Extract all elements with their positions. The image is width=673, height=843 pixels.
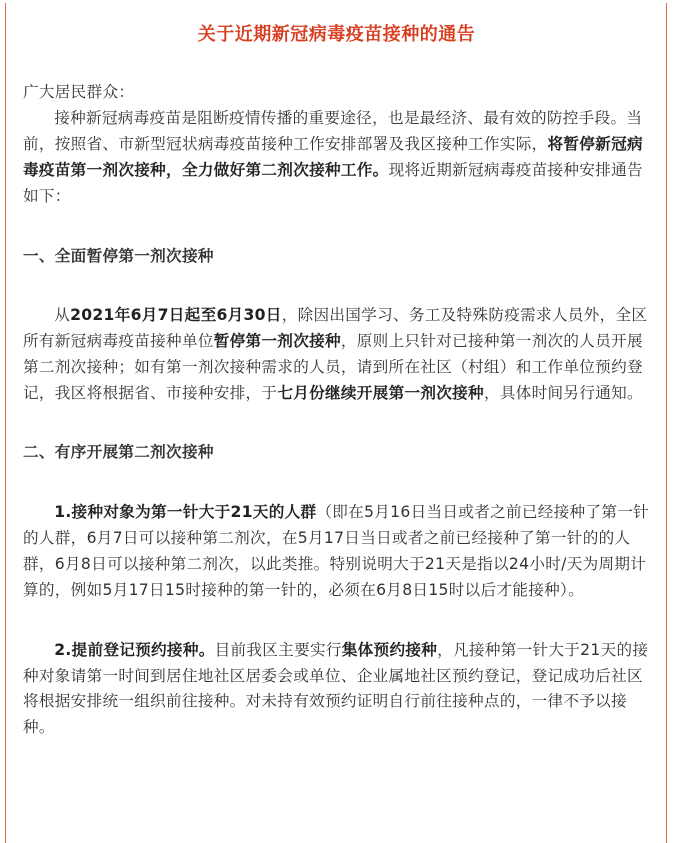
intro-text-1: 接种新冠病毒疫苗是阻断疫情传播的重要途径，也是最经济、最有效的防控手段。当前，按照省、市新型冠状病毒疫苗接种工作安排部署及我区接种工作实际，	[23, 108, 643, 153]
item2-text-2: ，凡接种第一针大于21天的接种对象请第一时间到居住地社区居委会或单位、企业属地社区预约登记，登记成功后社区将根据安排统一组织前往接种。对未持有效预约证明自行前往接种点的，一律不予以接种。	[23, 640, 649, 737]
section2-heading: 二、有序开展第二剂次接种	[23, 443, 214, 462]
intro-text-2: 现将近期新冠病毒疫苗接种安排通告如下：	[23, 160, 643, 205]
notice-body	[23, 80, 653, 741]
section1-text-3: ，原则上只针对已接种第一剂次的人员开展第二剂次接种；如有第一剂次接种需求的人员，请到所在社区（村组）和工作单位预约登记，我区将根据省、市接种安排，于	[23, 332, 643, 403]
section2-item2-paragraph	[23, 638, 653, 742]
notice-title: 关于近期新冠病毒疫苗接种的通告	[197, 24, 476, 45]
item2-bold-1: 2.提前登记预约接种。	[54, 640, 215, 659]
section1-bold-1: 2021年6月7日起至6月30日	[70, 306, 282, 325]
item2-text-1: 目前我区主要实行	[214, 640, 342, 659]
section1-paragraph	[23, 303, 653, 407]
section1-bold-3: 七月份继续开展第一剂次接种	[277, 384, 484, 403]
item1-bold-1: 1.接种对象为第一针大于21天的人群	[54, 502, 317, 521]
section1-text-1: 从	[54, 306, 71, 325]
intro-paragraph	[23, 106, 653, 210]
item2-bold-2: 集体预约接种	[341, 640, 438, 659]
intro-bold-1: 将暂停新冠病毒疫苗第一剂次接种，全力做好第二剂次接种工作。	[23, 134, 643, 179]
section1-heading: 一、全面暂停第一剂次接种	[23, 246, 214, 265]
section1-text-4: ，具体时间另行通知。	[483, 384, 643, 403]
section1-bold-2: 暂停第一剂次接种	[213, 332, 341, 351]
item1-text-1: （即在5月16日当日或者之前已经接种了第一针的人群，6月7日可以接种第二剂次，在5月17日当日或者之前已经接种了第一针的的人群，6月8日可以接种第二剂次，以此类推。特别说明大于21天是指以24小时/天为周期计算的，例如5月17日15时接种的第一针的，必须在6月8日15时以后才能接种）。	[23, 502, 650, 599]
section1-text-2: ，除因出国学习、务工及特殊防疫需求人员外，全区所有新冠病毒疫苗接种单位	[23, 306, 648, 351]
section2-item1-paragraph	[23, 500, 653, 604]
salutation: 广大居民群众：	[23, 83, 135, 101]
